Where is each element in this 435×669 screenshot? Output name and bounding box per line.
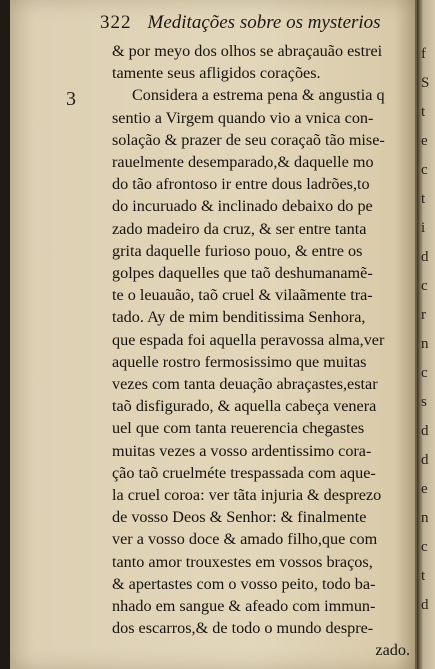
text-line: solação & prazer de seu coraçaõ tão mise- bbox=[112, 130, 385, 149]
text-line: ver a vosso doce & amado filho,que com bbox=[112, 530, 378, 549]
marginal-number: 3 bbox=[66, 88, 76, 110]
catchword: zado. bbox=[375, 641, 410, 660]
facing-page-letters: f S t e c t i d c r n c s d d e n c t d bbox=[421, 46, 430, 613]
text-line: golpes daquelles que taõ deshumanamẽ- bbox=[112, 264, 373, 283]
text-line: Considera a estrema pena & angustia q bbox=[132, 86, 385, 105]
text-line: tado. Ay de mim benditissima Senhora, bbox=[112, 308, 366, 327]
text-line: do tão afrontoso ir entre dous ladrões,to bbox=[112, 175, 370, 194]
text-line: sentio a Virgem quando vio a vnica con- bbox=[112, 108, 374, 127]
text-line: tamente seus afligidos corações. bbox=[112, 64, 321, 83]
text-line: do incuruado & inclinado debaixo do pe bbox=[112, 197, 373, 216]
facing-page-edge bbox=[417, 0, 435, 669]
body-text bbox=[112, 40, 412, 662]
page-header bbox=[100, 12, 381, 34]
text-line: taõ disfigurado, & aquella cabeça venera bbox=[112, 397, 377, 416]
text-line: rauelmente desemparado,& daquelle mo bbox=[112, 153, 374, 172]
text-line: que espada foi aquella peravossa alma,ver bbox=[112, 330, 385, 349]
text-line: ção taõ cruelméte trespassada com aque- bbox=[112, 463, 376, 482]
text-line: aquelle rostro fermosissimo que muitas bbox=[112, 352, 367, 371]
text-line: dos escarros,& de todo o mundo despre- bbox=[112, 619, 374, 638]
text-line: & por meyo dos olhos se abraçauão estrei bbox=[112, 42, 383, 60]
book-page bbox=[10, 0, 417, 669]
text-line: uel que com tanta reuerencia chegastes bbox=[112, 419, 365, 438]
text-line: nhado em sangue & afeado com immun- bbox=[112, 597, 376, 616]
text-line: te o leuauão, taõ cruel & vilaãmente tra- bbox=[112, 286, 373, 305]
text-line: & apertastes com o vosso peito, todo ba- bbox=[112, 574, 376, 593]
text-line: vezes com tanta deuação abraçastes,estar bbox=[112, 375, 378, 394]
text-line: de vosso Deos & Senhor: & finalmente bbox=[112, 508, 367, 527]
text-line: muitas vezes a vosso ardentissimo cora- bbox=[112, 441, 372, 460]
text-line: la cruel coroa: ver tãta injuria & desprezo bbox=[112, 486, 382, 505]
page-number: 322 bbox=[100, 12, 132, 33]
text-line: tanto amor trouxestes em vossos braços, bbox=[112, 552, 373, 571]
text-line: zado madeiro da cruz, & ser entre tanta bbox=[112, 219, 367, 238]
running-title: Meditações sobre os mysterios bbox=[147, 12, 381, 33]
text-line: grita daquelle furioso pouo, & entre os bbox=[112, 241, 363, 260]
